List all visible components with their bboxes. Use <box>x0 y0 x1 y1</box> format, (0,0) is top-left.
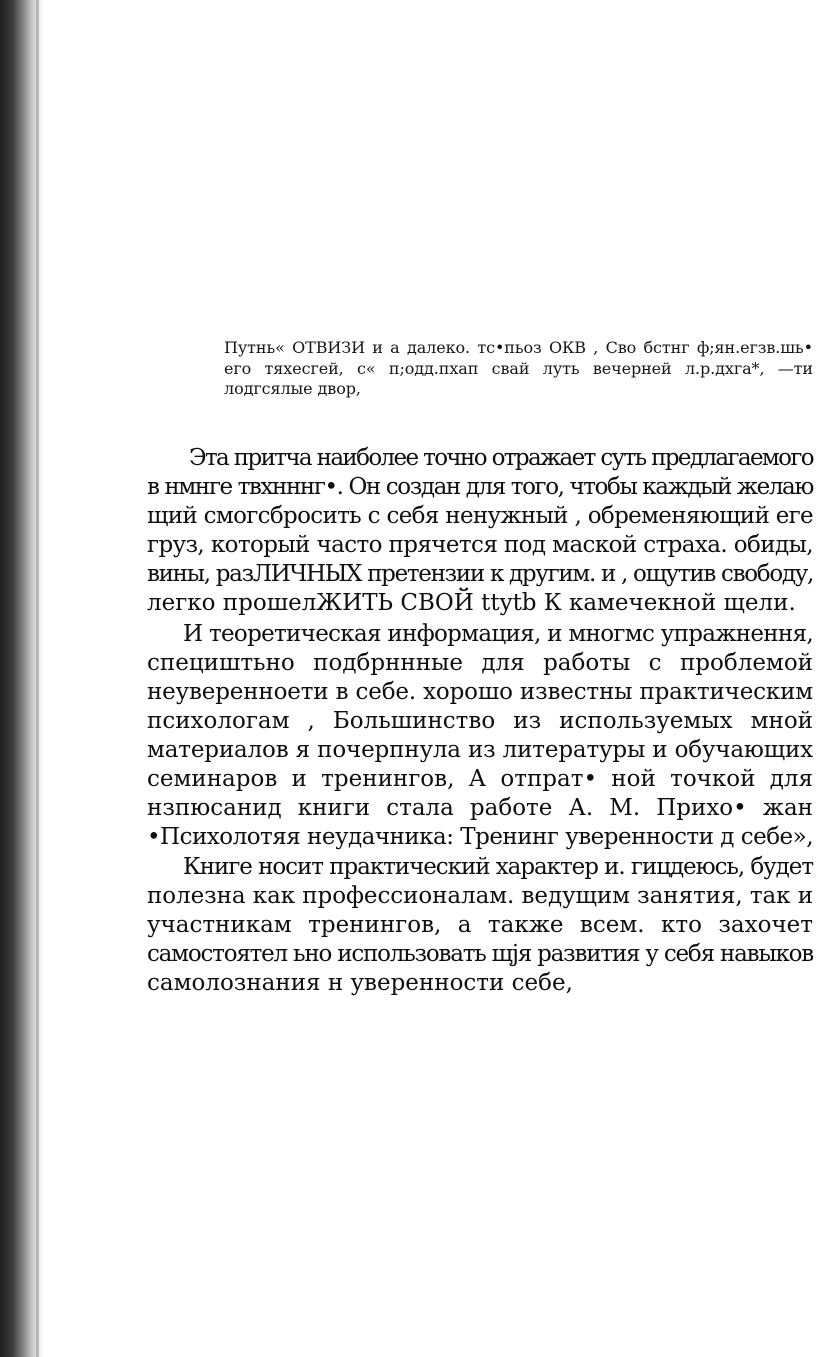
text-line: Эта притча наиболее точно отражает суть предлагаемого <box>189 445 813 471</box>
text-line: груз, который часто прячется под маской страха. обиды, <box>147 532 813 558</box>
text-line: полезна как профессионалам. ведущим занятия, так и <box>147 883 813 909</box>
text-line: неуверенноети в себе. хорошо известны практическим <box>147 679 813 705</box>
text-line: легко прошелЖИТЬ СВОЙ ttytb К камечекной щели. <box>147 590 796 616</box>
text-line: семинаров и тренингов, А отпрат• ной точкой для <box>147 766 813 792</box>
text-line: участникам тренингов, а также всем. кто захочет <box>147 912 813 938</box>
page-edge <box>36 0 39 1357</box>
text-line: материалов я почерпнула из литературы и обучающих <box>147 737 813 763</box>
text-line: вины, разЛИЧНЫХ претензии к другим. и , ощутив свободу, <box>147 561 813 587</box>
text-line: Книге носит практический характер и. гицдеюсь, будет <box>183 854 813 880</box>
text-line: щий смогсбросить с себя ненужный , обременяющий еге <box>147 503 813 529</box>
text-line: •Психолотяя неудачника: Тренинг уверенности д себе», <box>147 824 813 850</box>
text-line: самолознания н уверенности себе, <box>147 970 573 996</box>
text-line: специштьно подбрннные для работы с проблемой <box>147 650 813 676</box>
text-line: И теоретическая информация, и многмс упражнення, <box>183 621 813 647</box>
text-line: психологам , Большинство из используемых мной <box>147 708 813 734</box>
text-line: в нмнге твхнннг•. Он создан для того, чтобы каждый желаю <box>147 474 813 500</box>
parable-final-paragraph: Путнь« ОТВИЗИ и а далеко. тс•пьоз ОКВ , Сво бстнг ф;ян.егзв.шь• его тяхесгей, с« п;одд.пхап свай луть вечерней л.р.дхга*, —ти лодгсялые двор, <box>224 338 813 398</box>
text-line: нзпюсанид книги стала работе А. М. Прихо• жан <box>147 795 813 821</box>
text-line: самостоятел ьно использовать щјя развития у себя навыков <box>147 941 813 967</box>
